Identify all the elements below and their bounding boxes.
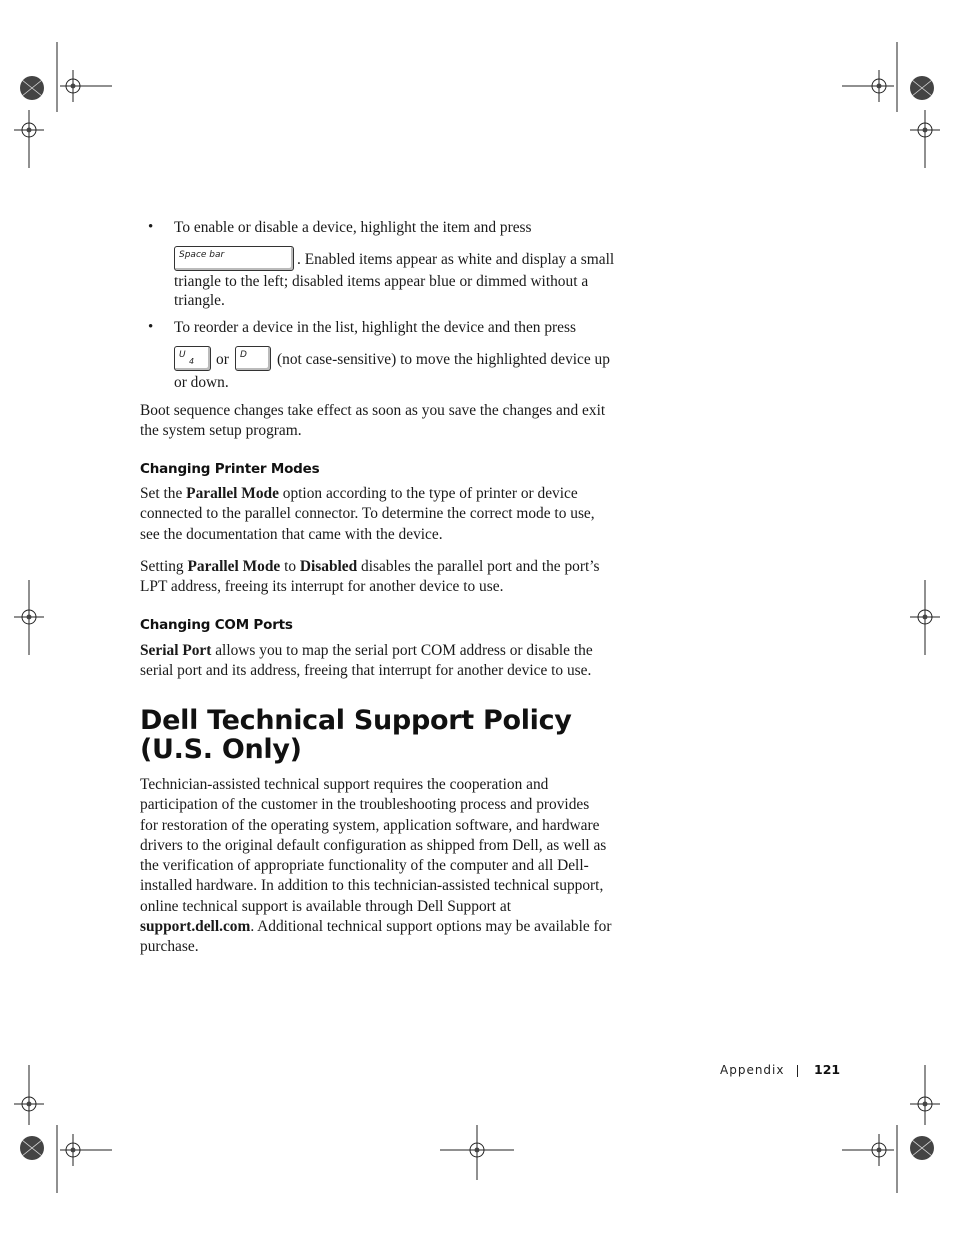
bullet-2-line-2: (not case-sensitive) to move the highlighted device up	[277, 351, 610, 368]
paragraph-line: serial port and its address, freeing that interrupt for another device to use.	[140, 662, 592, 680]
d-key-icon	[235, 346, 271, 371]
bullet-2-line-1: To reorder a device in the list, highlight the device and then press	[174, 319, 576, 336]
paragraph-line: participation of the customer in the troubleshooting process and provides	[140, 796, 590, 814]
bullet-marker: •	[148, 319, 154, 335]
support-link[interactable]: support.dell.com	[140, 918, 251, 936]
printer-paragraph-1	[140, 484, 595, 545]
bullet-1-line-2: . Enabled items appear as white and display a small	[297, 251, 615, 268]
paragraph-line: Set the Parallel Mode option according to the type of printer or device	[140, 485, 578, 502]
paragraph-line: purchase.	[140, 938, 199, 956]
paragraph-line: Boot sequence changes take effect as soon as you save the changes and exit	[140, 402, 606, 419]
paragraph-line: drivers to the original default configuration as shipped from Dell, as well as	[140, 836, 607, 854]
paragraph-line: support.dell.com. Additional technical support options may be available for	[140, 918, 612, 936]
boot-sequence-paragraph	[140, 401, 605, 442]
policy-title	[140, 706, 572, 764]
com-ports-heading: Changing COM Ports	[140, 617, 293, 633]
policy-paragraph	[140, 775, 611, 958]
bullet-1-line-4: triangle.	[174, 292, 225, 309]
paragraph-line: see the documentation that came with the device.	[140, 525, 443, 543]
paragraph-line: connected to the parallel connector. To determine the correct mode to use,	[140, 505, 595, 523]
com-ports-paragraph	[140, 641, 593, 682]
paragraph-line: for restoration of the operating system, application software, and hardware	[140, 816, 600, 834]
paragraph-line: Technician-assisted technical support requires the cooperation and	[140, 776, 549, 793]
space-bar-key-icon	[174, 246, 294, 271]
printer-modes-heading: Changing Printer Modes	[140, 461, 320, 477]
or-text: or	[216, 351, 229, 368]
paragraph-line: Serial Port allows you to map the serial port COM address or disable the	[140, 642, 593, 659]
bullet-1-line-1: To enable or disable a device, highlight the item and press	[174, 219, 532, 236]
paragraph-line: the system setup program.	[140, 422, 302, 440]
key-label: U	[179, 350, 186, 360]
key-sublabel: 4	[189, 357, 195, 366]
key-label: Space bar	[179, 250, 225, 260]
paragraph-line: installed hardware. In addition to this technician-assisted technical support,	[140, 877, 604, 895]
bullet-2-line-3: or down.	[174, 374, 229, 391]
title-line: (U.S. Only)	[140, 734, 302, 765]
paragraph-line: Setting Parallel Mode to Disabled disables the parallel port and the port’s	[140, 558, 600, 575]
key-label: D	[240, 350, 247, 360]
bullet-marker: •	[148, 219, 154, 235]
u-key-icon	[174, 346, 211, 371]
printer-paragraph-2	[140, 557, 600, 598]
page-number: 121	[814, 1062, 841, 1077]
title-line: Dell Technical Support Policy	[140, 705, 572, 736]
paragraph-line: LPT address, freeing its interrupt for another device to use.	[140, 578, 504, 596]
footer-divider	[797, 1065, 798, 1077]
paragraph-line: the verification of appropriate functionality of the computer and all Dell-	[140, 857, 589, 875]
paragraph-line: online technical support is available through Dell Support at	[140, 897, 511, 915]
bullet-1-line-3: triangle to the left; disabled items appear blue or dimmed without a	[174, 273, 589, 290]
footer-section-label: Appendix	[720, 1063, 785, 1077]
